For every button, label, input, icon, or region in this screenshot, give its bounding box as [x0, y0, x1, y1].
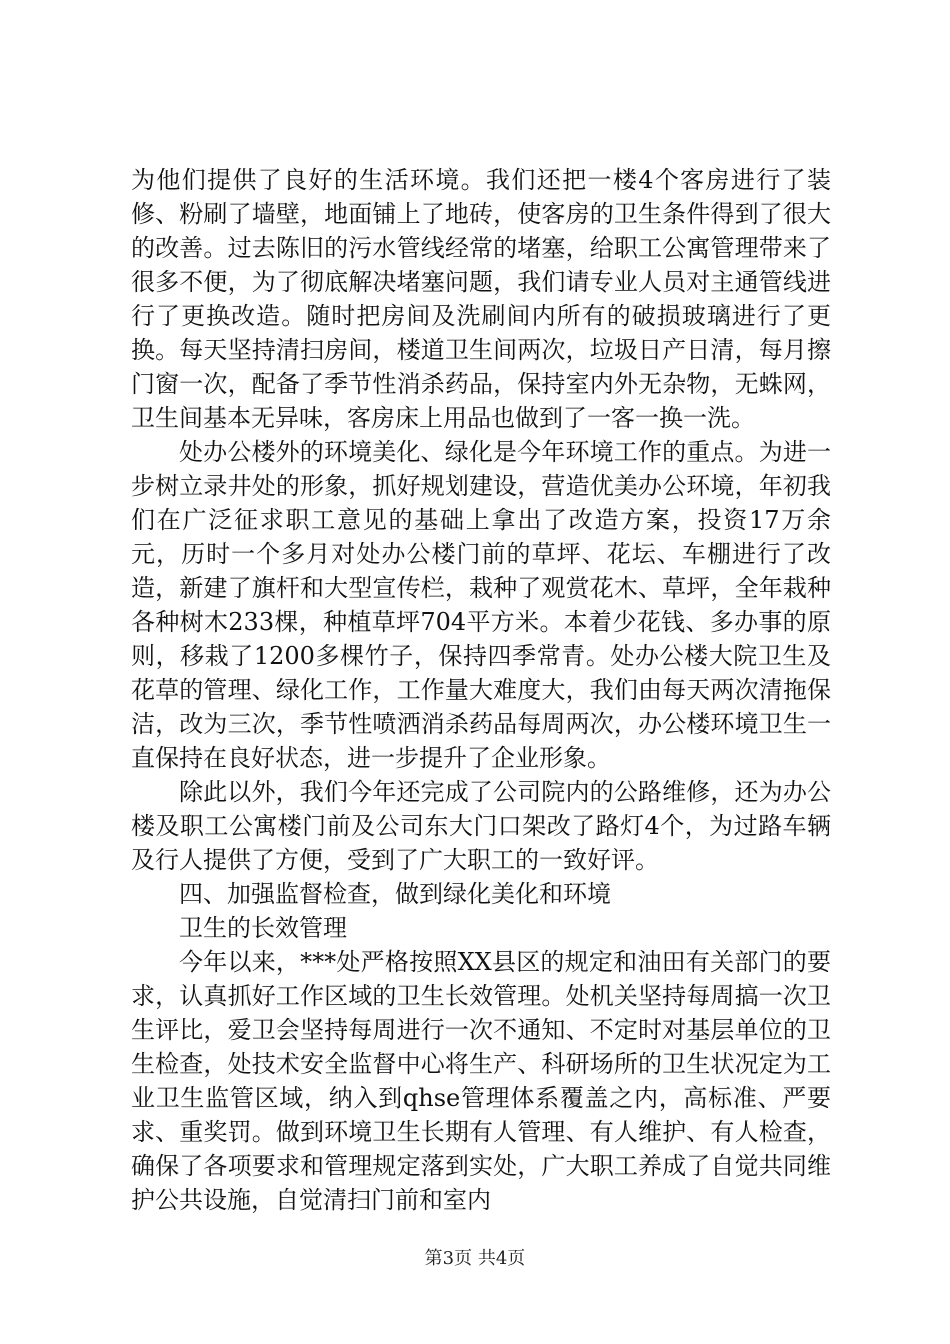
section-heading-line-1: 四、加强监督检查，做到绿化美化和环境	[179, 880, 611, 908]
paragraph-greening: 处办公楼外的环境美化、绿化是今年环境工作的重点。为进一步树立录井处的形象，抓好规划建设，营造优美办公环境，年初我们在广泛征求职工意见的基础上拿出了改造方案，投资17万余元，历时一个多月对处办公楼门前的草坪、花坛、车棚进行了改造，新建了旗杆和大型宣传栏，栽种了观赏花木、草坪，全年栽种各种树木233棵，种植草坪704平方米。本着少花钱、多办事的原则，移栽了1200多棵竹子，保持四季常青。处办公楼大院卫生及花草的管理、绿化工作，工作量大难度大，我们由每天两次清拖保洁，改为三次，季节性喷洒消杀药品每周两次，办公楼环境卫生一直保持在良好状态，进一步提升了企业形象。	[131, 438, 831, 772]
paragraph-long-term-management: 今年以来，***处严格按照XX县区的规定和油田有关部门的要求，认真抓好工作区域的卫生长效管理。处机关坚持每周搞一次卫生评比，爱卫会坚持每周进行一次不通知、不定时对基层单位的卫生检查，处技术安全监督中心将生产、科研场所的卫生状况定为工业卫生监管区域，纳入到qhse管理体系覆盖之内，高标准、严要求、重奖罚。做到环境卫生长期有人管理、有人维护、有人检查，确保了各项要求和管理规定落到实处，广大职工养成了自觉共同维护公共设施，自觉清扫门前和室内	[131, 948, 831, 1214]
page-footer	[0, 1247, 950, 1271]
paragraph-apartment: 为他们提供了良好的生活环境。我们还把一楼4个客房进行了装修、粉刷了墙壁，地面铺上了地砖，使客房的卫生条件得到了很大的改善。过去陈旧的污水管线经常的堵塞，给职工公寓管理带来了很多不便，为了彻底解决堵塞问题，我们请专业人员对主通管线进行了更换改造。随时把房间及洗刷间内所有的破损玻璃进行了更换。每天坚持清扫房间，楼道卫生间两次，垃圾日产日清，每月擦门窗一次，配备了季节性消杀药品，保持室内外无杂物，无蛛网，卫生间基本无异味，客房床上用品也做到了一客一换一洗。	[131, 166, 831, 432]
section-heading-line-2: 卫生的长效管理	[179, 914, 347, 942]
paragraph-road-repair: 除此以外，我们今年还完成了公司院内的公路维修，还为办公楼及职工公寓楼门前及公司东大门口架改了路灯4个，为过路车辆及行人提供了方便，受到了广大职工的一致好评。	[131, 778, 831, 874]
page-number: 第3页 共4页	[424, 1248, 526, 1269]
document-body	[131, 163, 831, 1217]
